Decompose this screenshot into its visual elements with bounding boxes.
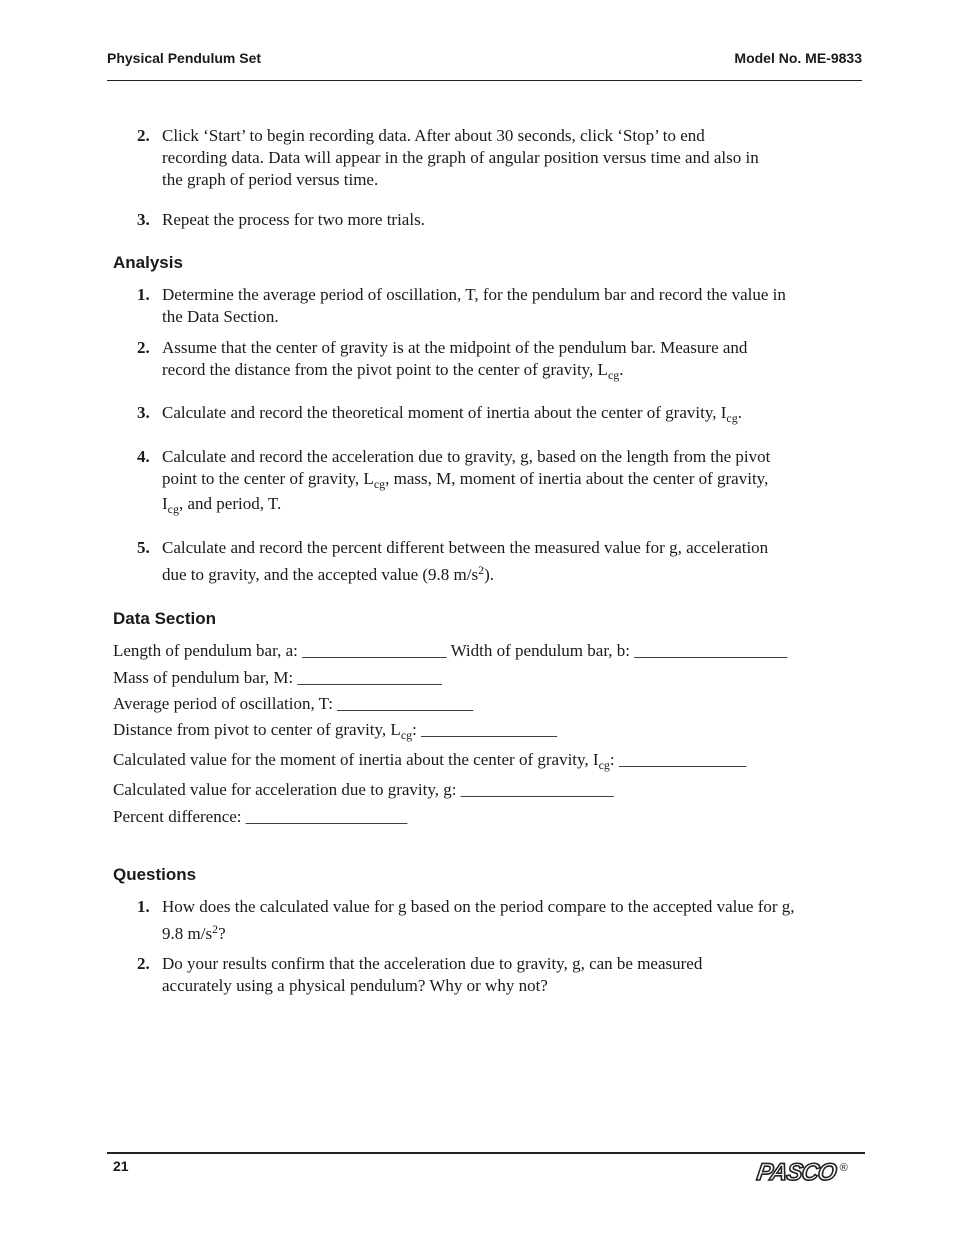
- step-text-line: Repeat the process for two more trials.: [162, 210, 425, 229]
- pasco-logo: [757, 1160, 848, 1186]
- question-text-line: How does the calculated value for g based on the period compare to the accepted value for g,: [162, 897, 795, 916]
- width-field: Width of pendulum bar, b: __________________: [450, 641, 788, 660]
- step-number: 5.: [137, 538, 150, 557]
- step-text-line: Assume that the center of gravity is at the midpoint of the pendulum bar. Measure and: [162, 338, 748, 357]
- step-text-line: Calculate and record the acceleration due to gravity, g, based on the length from the pivot: [162, 447, 771, 466]
- superscript: 2: [478, 563, 485, 577]
- text-segment: record the distance from the pivot point to the center of gravity, L: [162, 360, 608, 379]
- procedure-step-3: [137, 209, 857, 231]
- step-number: 2.: [137, 338, 150, 357]
- step-number: 3.: [137, 403, 150, 422]
- text-segment: .: [619, 360, 624, 379]
- data-section-heading: Data Section: [113, 609, 216, 628]
- analysis-step-4: [137, 446, 857, 515]
- analysis-step-5: [137, 537, 857, 586]
- step-number: 2.: [137, 126, 150, 145]
- text-segment: ?: [218, 924, 226, 943]
- text-segment: , mass, M, moment of inertia about the center of gravity,: [385, 469, 769, 488]
- text-segment: : _______________: [609, 750, 747, 769]
- question-1: [137, 896, 857, 945]
- question-number: 2.: [137, 954, 150, 973]
- subscript: cg: [607, 368, 620, 382]
- questions-heading: Questions: [113, 865, 197, 884]
- question-text-line: Do your results confirm that the acceleration due to gravity, g, can be measured: [162, 954, 703, 973]
- length-field: Length of pendulum bar, a: _________________: [113, 641, 447, 660]
- step-text-line: [137, 564, 857, 586]
- step-text-line: [137, 402, 857, 424]
- page-number: 21: [113, 1158, 129, 1174]
- step-number: 1.: [137, 285, 150, 304]
- page-header: [107, 50, 862, 66]
- question-2: [137, 953, 857, 997]
- text-segment: : ________________: [412, 720, 558, 739]
- subscript: cg: [167, 502, 179, 516]
- text-segment: I: [162, 494, 168, 513]
- step-text-line: recording data. Data will appear in the graph of angular position versus time and also in: [162, 148, 759, 167]
- analysis-step-1: [137, 284, 857, 328]
- question-text-line: [137, 923, 857, 945]
- step-text-line: the Data Section.: [162, 307, 279, 326]
- analysis-step-2: [137, 337, 857, 381]
- header-title: Physical Pendulum Set: [107, 50, 262, 66]
- text-segment: Distance from pivot to center of gravity, L: [113, 720, 401, 739]
- question-number: 1.: [137, 897, 150, 916]
- step-number: 3.: [137, 210, 150, 229]
- text-segment: Calculate and record the theoretical moment of inertia about the center of gravity, I: [162, 403, 727, 422]
- step-text-line: [137, 359, 857, 381]
- period-field: Average period of oscillation, T: ________________: [113, 694, 474, 713]
- analysis-heading: Analysis: [113, 253, 183, 272]
- text-segment: 9.8 m/s: [162, 924, 213, 943]
- subscript: cg: [400, 728, 413, 742]
- subscript: cg: [373, 477, 386, 491]
- analysis-step-3: [137, 402, 857, 424]
- step-text-line: Click ‘Start’ to begin recording data. After about 30 seconds, click ‘Stop’ to end: [162, 126, 705, 145]
- step-number: 4.: [137, 447, 150, 466]
- procedure-step-2: [137, 125, 857, 191]
- step-text-line: Determine the average period of oscillation, T, for the pendulum bar and record the value in: [162, 285, 786, 304]
- text-segment: Calculated value for the moment of inertia about the center of gravity, I: [113, 750, 599, 769]
- gravity-field: Calculated value for acceleration due to gravity, g: __________________: [113, 780, 614, 799]
- mass-field: Mass of pendulum bar, M: _________________: [113, 668, 442, 687]
- subscript: cg: [726, 411, 738, 425]
- step-text-line: [137, 493, 857, 515]
- superscript: 2: [212, 922, 219, 936]
- header-model-number: Model No. ME-9833: [734, 50, 862, 66]
- registered-mark: ®: [839, 1162, 848, 1174]
- distance-field: [113, 719, 557, 741]
- step-text-line: [137, 468, 857, 490]
- logo-wordmark: PASCO: [755, 1159, 838, 1186]
- step-text-line: the graph of period versus time.: [162, 170, 379, 189]
- text-segment: point to the center of gravity, L: [162, 469, 374, 488]
- header-divider: [107, 80, 862, 81]
- question-text-line: accurately using a physical pendulum? Why or why not?: [162, 976, 548, 995]
- subscript: cg: [598, 758, 610, 772]
- step-text-line: Calculate and record the percent different between the measured value for g, acceleration: [162, 538, 769, 557]
- length-width-field: [113, 640, 787, 662]
- inertia-field: [113, 749, 746, 771]
- text-segment: .: [737, 403, 742, 422]
- text-segment: , and period, T.: [179, 494, 282, 513]
- text-segment: due to gravity, and the accepted value (9.8 m/s: [162, 565, 479, 584]
- text-segment: ).: [484, 565, 495, 584]
- percent-difference-field: Percent difference: ___________________: [113, 807, 408, 826]
- footer-divider: [107, 1152, 865, 1154]
